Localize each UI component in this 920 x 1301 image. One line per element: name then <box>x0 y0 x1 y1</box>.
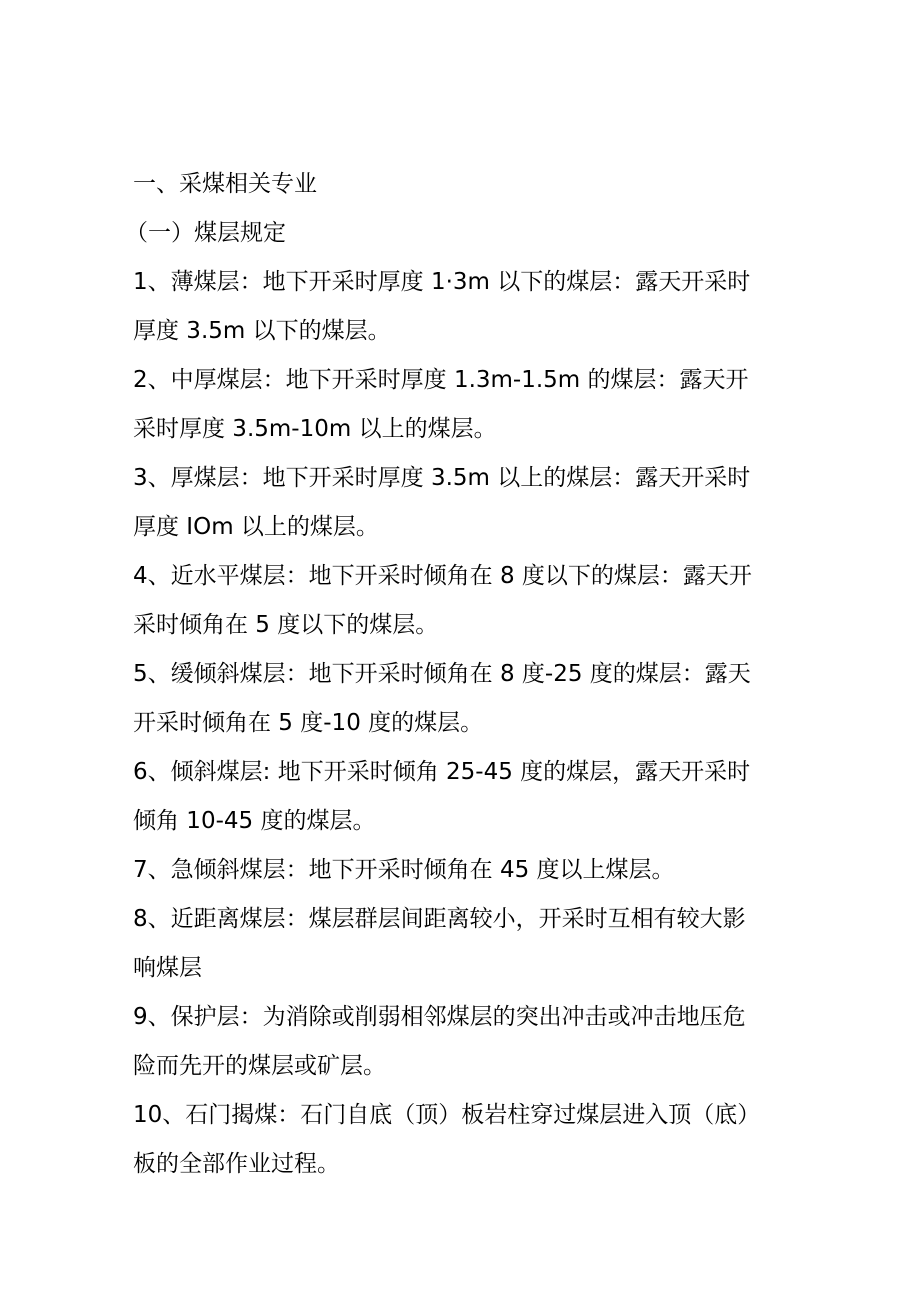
paragraph-line: 3、厚煤层：地下开采时厚度 3.5m 以上的煤层：露天开采时 <box>133 465 751 491</box>
paragraph-line: 采时倾角在 5 度以下的煤层。 <box>133 612 439 638</box>
paragraph-line: 板的全部作业过程。 <box>133 1151 340 1177</box>
subsection-heading: （一）煤层规定 <box>125 220 286 246</box>
paragraph-line: 5、缓倾斜煤层：地下开采时倾角在 8 度-25 度的煤层：露天 <box>133 661 751 687</box>
paragraph-line: 倾角 10-45 度的煤层。 <box>133 808 376 834</box>
paragraph-line: 9、保护层：为消除或削弱相邻煤层的突出冲击或冲击地压危 <box>133 1004 746 1030</box>
section-heading: 一、采煤相关专业 <box>133 171 317 197</box>
paragraph-line: 8、近距离煤层：煤层群层间距离较小，开采时互相有较大影 <box>133 906 746 932</box>
paragraph-line: 7、急倾斜煤层：地下开采时倾角在 45 度以上煤层。 <box>133 857 675 883</box>
paragraph-line: 采时厚度 3.5m-10m 以上的煤层。 <box>133 416 497 442</box>
document-body <box>125 160 813 1189</box>
paragraph-line: 险而先开的煤层或矿层。 <box>133 1053 386 1079</box>
paragraph-line: 10、石门揭煤：石门自底（顶）板岩柱穿过煤层进入顶（底） <box>133 1102 761 1128</box>
paragraph-line: 厚度 3.5m 以下的煤层。 <box>133 318 391 344</box>
paragraph-line: 厚度 IOm 以上的煤层。 <box>133 514 379 540</box>
paragraph-line: 6、倾斜煤层: 地下开采时倾角 25-45 度的煤层，露天开采时 <box>133 759 751 785</box>
paragraph-line: 2、中厚煤层：地下开采时厚度 1.3m-1.5m 的煤层：露天开 <box>133 367 749 393</box>
paragraph-line: 1、薄煤层：地下开采时厚度 1·3m 以下的煤层：露天开采时 <box>133 269 751 295</box>
paragraph-line: 开采时倾角在 5 度-10 度的煤层。 <box>133 710 484 736</box>
paragraph-line: 响煤层 <box>133 955 202 981</box>
paragraph-line: 4、近水平煤层：地下开采时倾角在 8 度以下的煤层：露天开 <box>133 563 752 589</box>
